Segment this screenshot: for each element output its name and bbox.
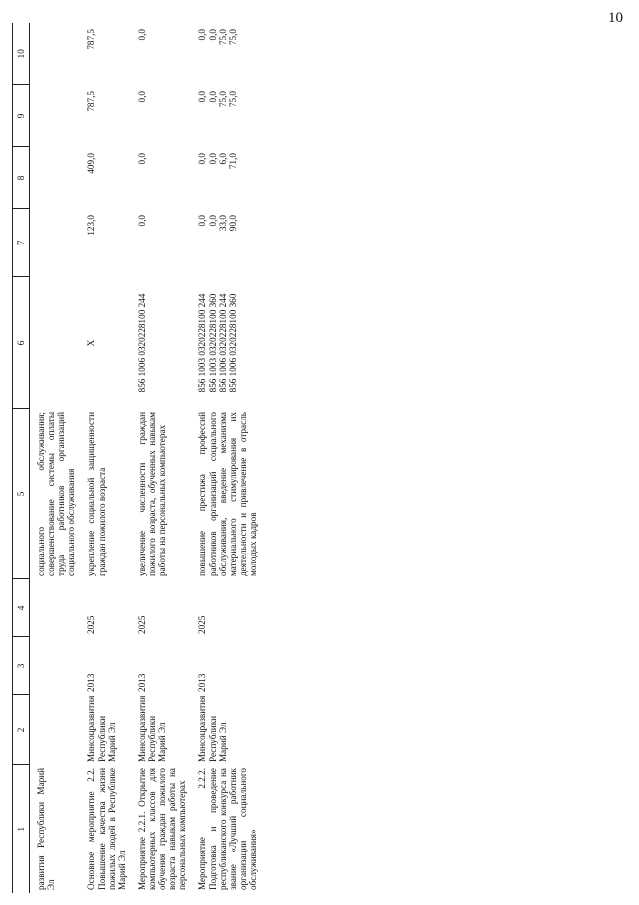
budget-code-cell [191, 277, 262, 409]
cell-value: 856 1006 0320228100 244 [217, 293, 228, 393]
funding-2013-cell [80, 209, 130, 277]
cell-value: 6,0 [217, 153, 228, 165]
measure-name-cell: Мероприятие 2.2.1. Открытие компьютерных классов для обучения граждан пожилого возраста навыкам работы на персональных компьютерах [136, 768, 188, 890]
table-row [131, 23, 192, 893]
executor-cell: Минсоцразвития Республики Марий Эл [136, 695, 168, 762]
funding-2013-cell [131, 209, 192, 277]
funding-2015-cell [80, 85, 130, 147]
cell-value: 0,0 [207, 215, 218, 227]
funding-2013-cell [30, 209, 81, 277]
cell-value: 0,0 [207, 29, 218, 41]
end-year-cell: 2025 [86, 615, 97, 634]
cell-value: 0,0 [136, 215, 147, 227]
cell-value: 75,0 [217, 29, 228, 46]
measure-name-cell: развития Республики Марий Эл [36, 768, 57, 890]
col-header-10: 10 [13, 23, 30, 85]
budget-code-cell [80, 277, 130, 409]
start-year-cell [30, 637, 81, 695]
header-row [13, 23, 30, 893]
funding-2016-cell [80, 23, 130, 85]
cell-value: 787,5 [86, 91, 97, 112]
budget-code-cell [30, 277, 81, 409]
measure-name-cell: Мероприятие 2.2.2. Подготовка и проведение республиканского конкурса на звание «Лучший работник организации социального обслуживания» [197, 768, 258, 890]
table-row [30, 23, 81, 893]
cell-value: 0,0 [197, 29, 208, 41]
cell-value: 787,5 [86, 29, 97, 50]
cell-value: 856 1003 0320228100 360 [207, 293, 218, 393]
measure-name-cell: Основное мероприятие 2.2. Повышение качества жизни пожилых людей в Республике Марий Эл [86, 768, 127, 890]
cell-value: 856 1003 0320228100 244 [197, 293, 208, 393]
executor-cell: Минсоцразвития Республики Марий Эл [86, 695, 117, 762]
table-row [80, 23, 130, 893]
program-measures-table [12, 23, 262, 893]
cell-value: 409,0 [86, 153, 97, 174]
cell-value: 0,0 [136, 91, 147, 103]
cell-value: X [86, 339, 97, 347]
end-year-cell: 2025 [197, 615, 208, 634]
cell-value: 75,0 [217, 91, 228, 108]
col-header-6: 6 [13, 277, 30, 409]
cell-value: 123,0 [86, 215, 97, 236]
cell-value: 856 1006 0320228100 244 [136, 293, 147, 393]
cell-value: 71,0 [227, 153, 238, 170]
cell-value: 33,0 [217, 215, 228, 232]
cell-value: 90,0 [227, 215, 238, 232]
funding-2016-cell [30, 23, 81, 85]
funding-2015-cell [131, 85, 192, 147]
expected-result-cell: повышение престижа профессий работников организаций социального обслуживания, введение механизма материального стимулирования их деятельности и привлечение в отрасль молодых кадров [197, 412, 258, 576]
funding-2014-cell [191, 147, 262, 209]
funding-2016-cell [191, 23, 262, 85]
rotated-table-wrapper [12, 23, 620, 893]
cell-value: 0,0 [197, 91, 208, 103]
col-header-1: 1 [13, 765, 30, 893]
expected-result-cell: увеличение численности граждан пожилого возраста, обученных навыкам работы на персональных компьютерах [136, 412, 168, 576]
funding-2015-cell [191, 85, 262, 147]
end-year-cell [30, 579, 81, 637]
funding-2013-cell [191, 209, 262, 277]
cell-value: 0,0 [207, 91, 218, 103]
executor-cell: Минсоцразвития Республики Марий Эл [197, 695, 228, 762]
col-header-2: 2 [13, 695, 30, 765]
funding-2015-cell [30, 85, 81, 147]
funding-2014-cell [30, 147, 81, 209]
funding-2014-cell [80, 147, 130, 209]
executor-cell [30, 695, 81, 765]
expected-result-cell: укрепление социальной защищенности граждан пожилого возраста [86, 412, 107, 576]
col-header-4: 4 [13, 579, 30, 637]
cell-value: 75,0 [227, 29, 238, 46]
cell-value: 75,0 [227, 91, 238, 108]
col-header-3: 3 [13, 637, 30, 695]
start-year-cell: 2013 [86, 673, 97, 692]
expected-result-cell: социального обслуживания; совершенствование системы оплаты труда работников организаций социального обслуживания [36, 412, 77, 576]
col-header-5: 5 [13, 409, 30, 579]
table-row [191, 23, 262, 893]
end-year-cell: 2025 [136, 615, 147, 634]
col-header-9: 9 [13, 85, 30, 147]
funding-2014-cell [131, 147, 192, 209]
start-year-cell: 2013 [197, 673, 208, 692]
cell-value: 0,0 [136, 153, 147, 165]
budget-code-cell [131, 277, 192, 409]
start-year-cell: 2013 [136, 673, 147, 692]
page-number: 10 [608, 10, 623, 26]
col-header-7: 7 [13, 209, 30, 277]
cell-value: 0,0 [197, 215, 208, 227]
funding-2016-cell [131, 23, 192, 85]
cell-value: 0,0 [197, 153, 208, 165]
cell-value: 0,0 [207, 153, 218, 165]
col-header-8: 8 [13, 147, 30, 209]
cell-value: 856 1006 0320228100 360 [227, 293, 238, 393]
cell-value: 0,0 [136, 29, 147, 41]
